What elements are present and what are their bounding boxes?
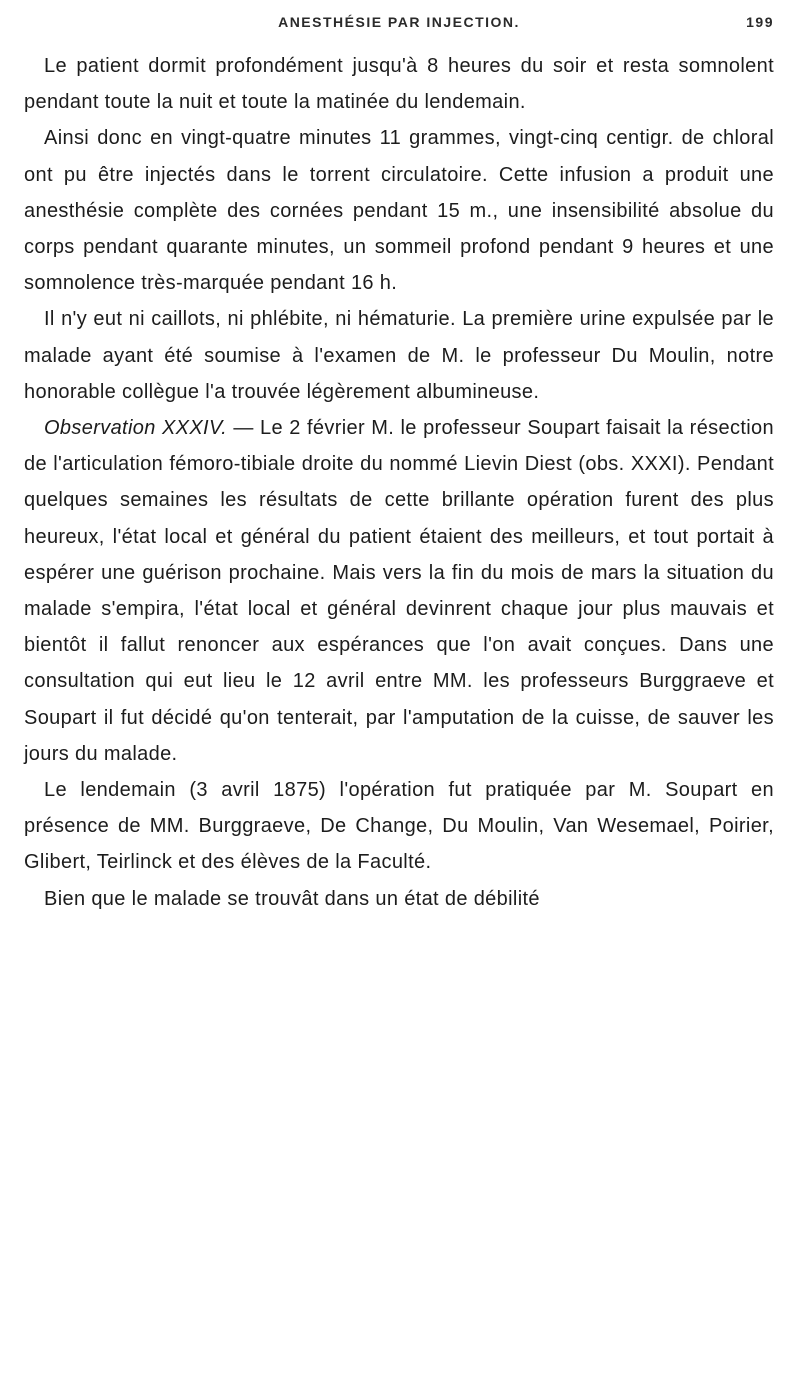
paragraph: [24, 881, 774, 917]
observation-paragraph: [24, 410, 774, 772]
running-title: ANESTHÉSIE PAR INJECTION.: [278, 14, 520, 30]
paragraph: [24, 48, 774, 120]
paragraph-text: Il n'y eut ni caillots, ni phlébite, ni hématurie. La première urine expulsée par le malade ayant été soumise à l'examen de M. le professeur Du Moulin, notre honorable collègue l'a trouvée légèrement albumineuse.: [24, 308, 774, 403]
paragraph-text: Ainsi donc en vingt-quatre minutes 11 grammes, vingt-cinq centigr. de chloral ont pu être injectés dans le torrent circulatoire. Cette infusion a produit une anesthésie complète des cornées pendant 15 m., une insensibilité absolue du corps pendant quarante minutes, un sommeil profond pendant 9 heures et une somnolence très-marquée pendant 16 h.: [24, 127, 774, 295]
paragraph-text: — Le 2 février M. le professeur Soupart faisait la résection de l'articulation fémoro-tibiale droite du nommé Lievin Diest (obs. XXXI). Pendant quelques semaines les résultats de cette brillante opération furent des plus heureux, l'état local et général du patient étaient des meilleurs, et tout portait à espérer une guérison prochaine. Mais vers la fin du mois de mars la situation du malade s'empira, l'état local et général devinrent chaque jour plus mauvais et bientôt il fallut renoncer aux espérances que l'on avait conçues. Dans une consultation qui eut lieu le 12 avril entre MM. les professeurs Burggraeve et Soupart il fut décidé qu'on tenterait, par l'amputation de la cuisse, de sauver les jours du malade.: [24, 417, 774, 765]
paragraph-text: Le patient dormit profondément jusqu'à 8 heures du soir et resta somnolent pendant toute la nuit et toute la matinée du lendemain.: [24, 55, 774, 114]
paragraph: [24, 772, 774, 881]
paragraph: [24, 120, 774, 301]
observation-title: Observation XXXIV.: [44, 417, 228, 440]
running-header: [24, 14, 774, 42]
paragraph-text: Le lendemain (3 avril 1875) l'opération fut pratiquée par M. Soupart en présence de MM. Burggraeve, De Change, Du Moulin, Van Wesemael, Poirier, Glibert, Teirlinck et des élèves de la Faculté.: [24, 779, 774, 874]
page-number: 199: [746, 14, 774, 30]
body-text: [24, 48, 774, 917]
paragraph: [24, 301, 774, 410]
paragraph-text: Bien que le malade se trouvât dans un état de débilité: [44, 887, 540, 910]
